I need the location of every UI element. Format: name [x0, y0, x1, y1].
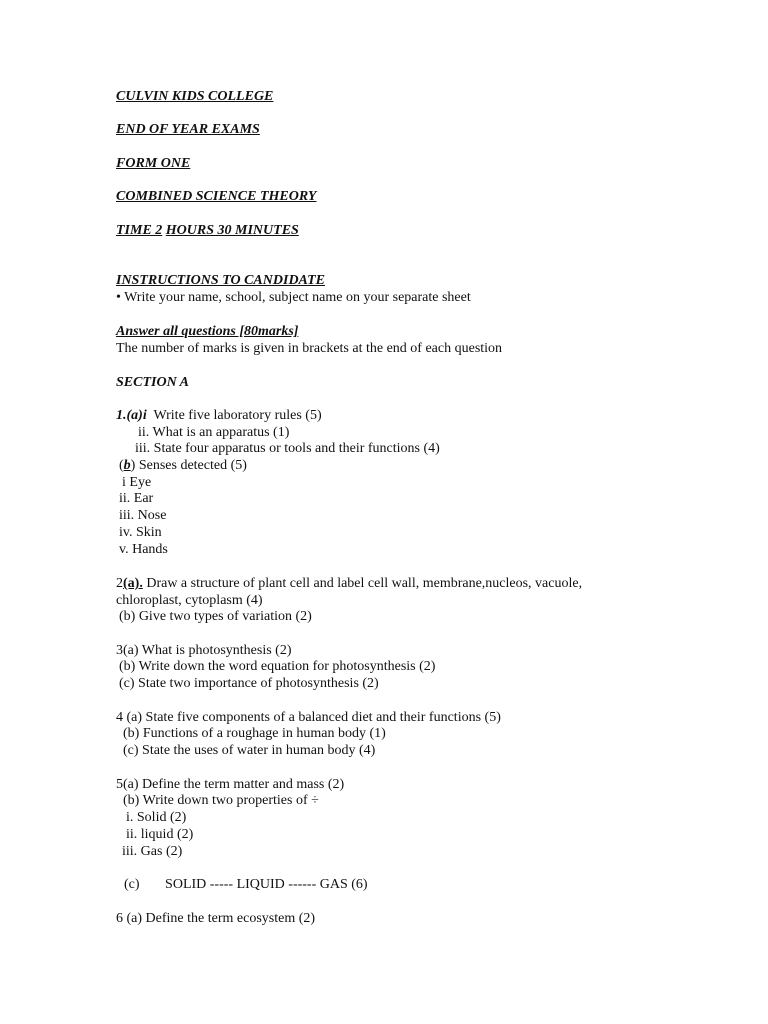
- sense-item: v. Hands: [119, 542, 168, 557]
- q6-a: 6 (a) Define the term ecosystem (2): [116, 911, 316, 926]
- section-title: SECTION A: [116, 375, 190, 390]
- q4-c: (c) State the uses of water in human body (4): [123, 743, 376, 758]
- q1-b: (b) Senses detected (5): [119, 458, 247, 473]
- q1-a-iii: iii. State four apparatus or tools and their functions (4): [135, 441, 440, 456]
- sense-item: iv. Skin: [119, 525, 162, 540]
- q3-a: 3(a) What is photosynthesis (2): [116, 643, 292, 658]
- q2-a-cont: chloroplast, cytoplasm (4): [116, 593, 263, 608]
- q5-c-label: (c): [124, 877, 140, 892]
- sense-item: ii. Ear: [119, 491, 154, 506]
- q1-a-i-text: Write five laboratory rules (5): [153, 408, 322, 423]
- time-part-a: TIME 2: [116, 223, 163, 238]
- q4-a: 4 (a) State five components of a balanced diet and their functions (5): [116, 710, 501, 725]
- time-line: [116, 222, 299, 239]
- property-item: i. Solid (2): [126, 810, 187, 825]
- q2-number: 2: [116, 576, 123, 591]
- q2-b: (b) Give two types of variation (2): [119, 609, 312, 624]
- instructions-bullet: • Write your name, school, subject name on your separate sheet: [116, 290, 471, 305]
- instructions-title: INSTRUCTIONS TO CANDIDATE: [116, 273, 326, 288]
- answer-all: Answer all questions [80marks]: [116, 324, 299, 339]
- q4-b: (b) Functions of a roughage in human body (1): [123, 726, 386, 741]
- q2-a-text: Draw a structure of plant cell and label cell wall, membrane,nucleos, vacuole,: [146, 576, 583, 591]
- q1-number: 1.(a)i: [116, 408, 147, 423]
- q1-b-text: Senses detected (5): [138, 458, 247, 473]
- q2-a-label: (a).: [123, 576, 143, 591]
- sense-item: iii. Nose: [119, 508, 167, 523]
- time-part-b: HOURS 30 MINUTES: [165, 223, 299, 238]
- q2-a: [116, 575, 582, 592]
- property-item: ii. liquid (2): [126, 827, 194, 842]
- marks-note: The number of marks is given in brackets at the end of each question: [116, 341, 503, 356]
- q1-a-ii: ii. What is an apparatus (1): [138, 425, 290, 440]
- q3-c: (c) State two importance of photosynthesis (2): [119, 676, 379, 691]
- property-item: iii. Gas (2): [122, 844, 183, 859]
- q5-a: 5(a) Define the term matter and mass (2): [116, 777, 345, 792]
- q5-c: [124, 876, 368, 893]
- subject-title: COMBINED SCIENCE THEORY: [116, 189, 317, 204]
- sense-item: i Eye: [122, 475, 152, 490]
- q3-b: (b) Write down the word equation for photosynthesis (2): [119, 659, 436, 674]
- form-title: FORM ONE: [116, 156, 191, 171]
- q5-b: (b) Write down two properties of ÷: [123, 793, 319, 808]
- q5-c-text: SOLID ----- LIQUID ------ GAS (6): [165, 877, 368, 892]
- school-name: CULVIN KIDS COLLEGE: [116, 89, 274, 104]
- exam-title: END OF YEAR EXAMS: [116, 122, 260, 137]
- q1-a-i: [116, 407, 322, 424]
- q1-b-letter: b: [123, 458, 131, 473]
